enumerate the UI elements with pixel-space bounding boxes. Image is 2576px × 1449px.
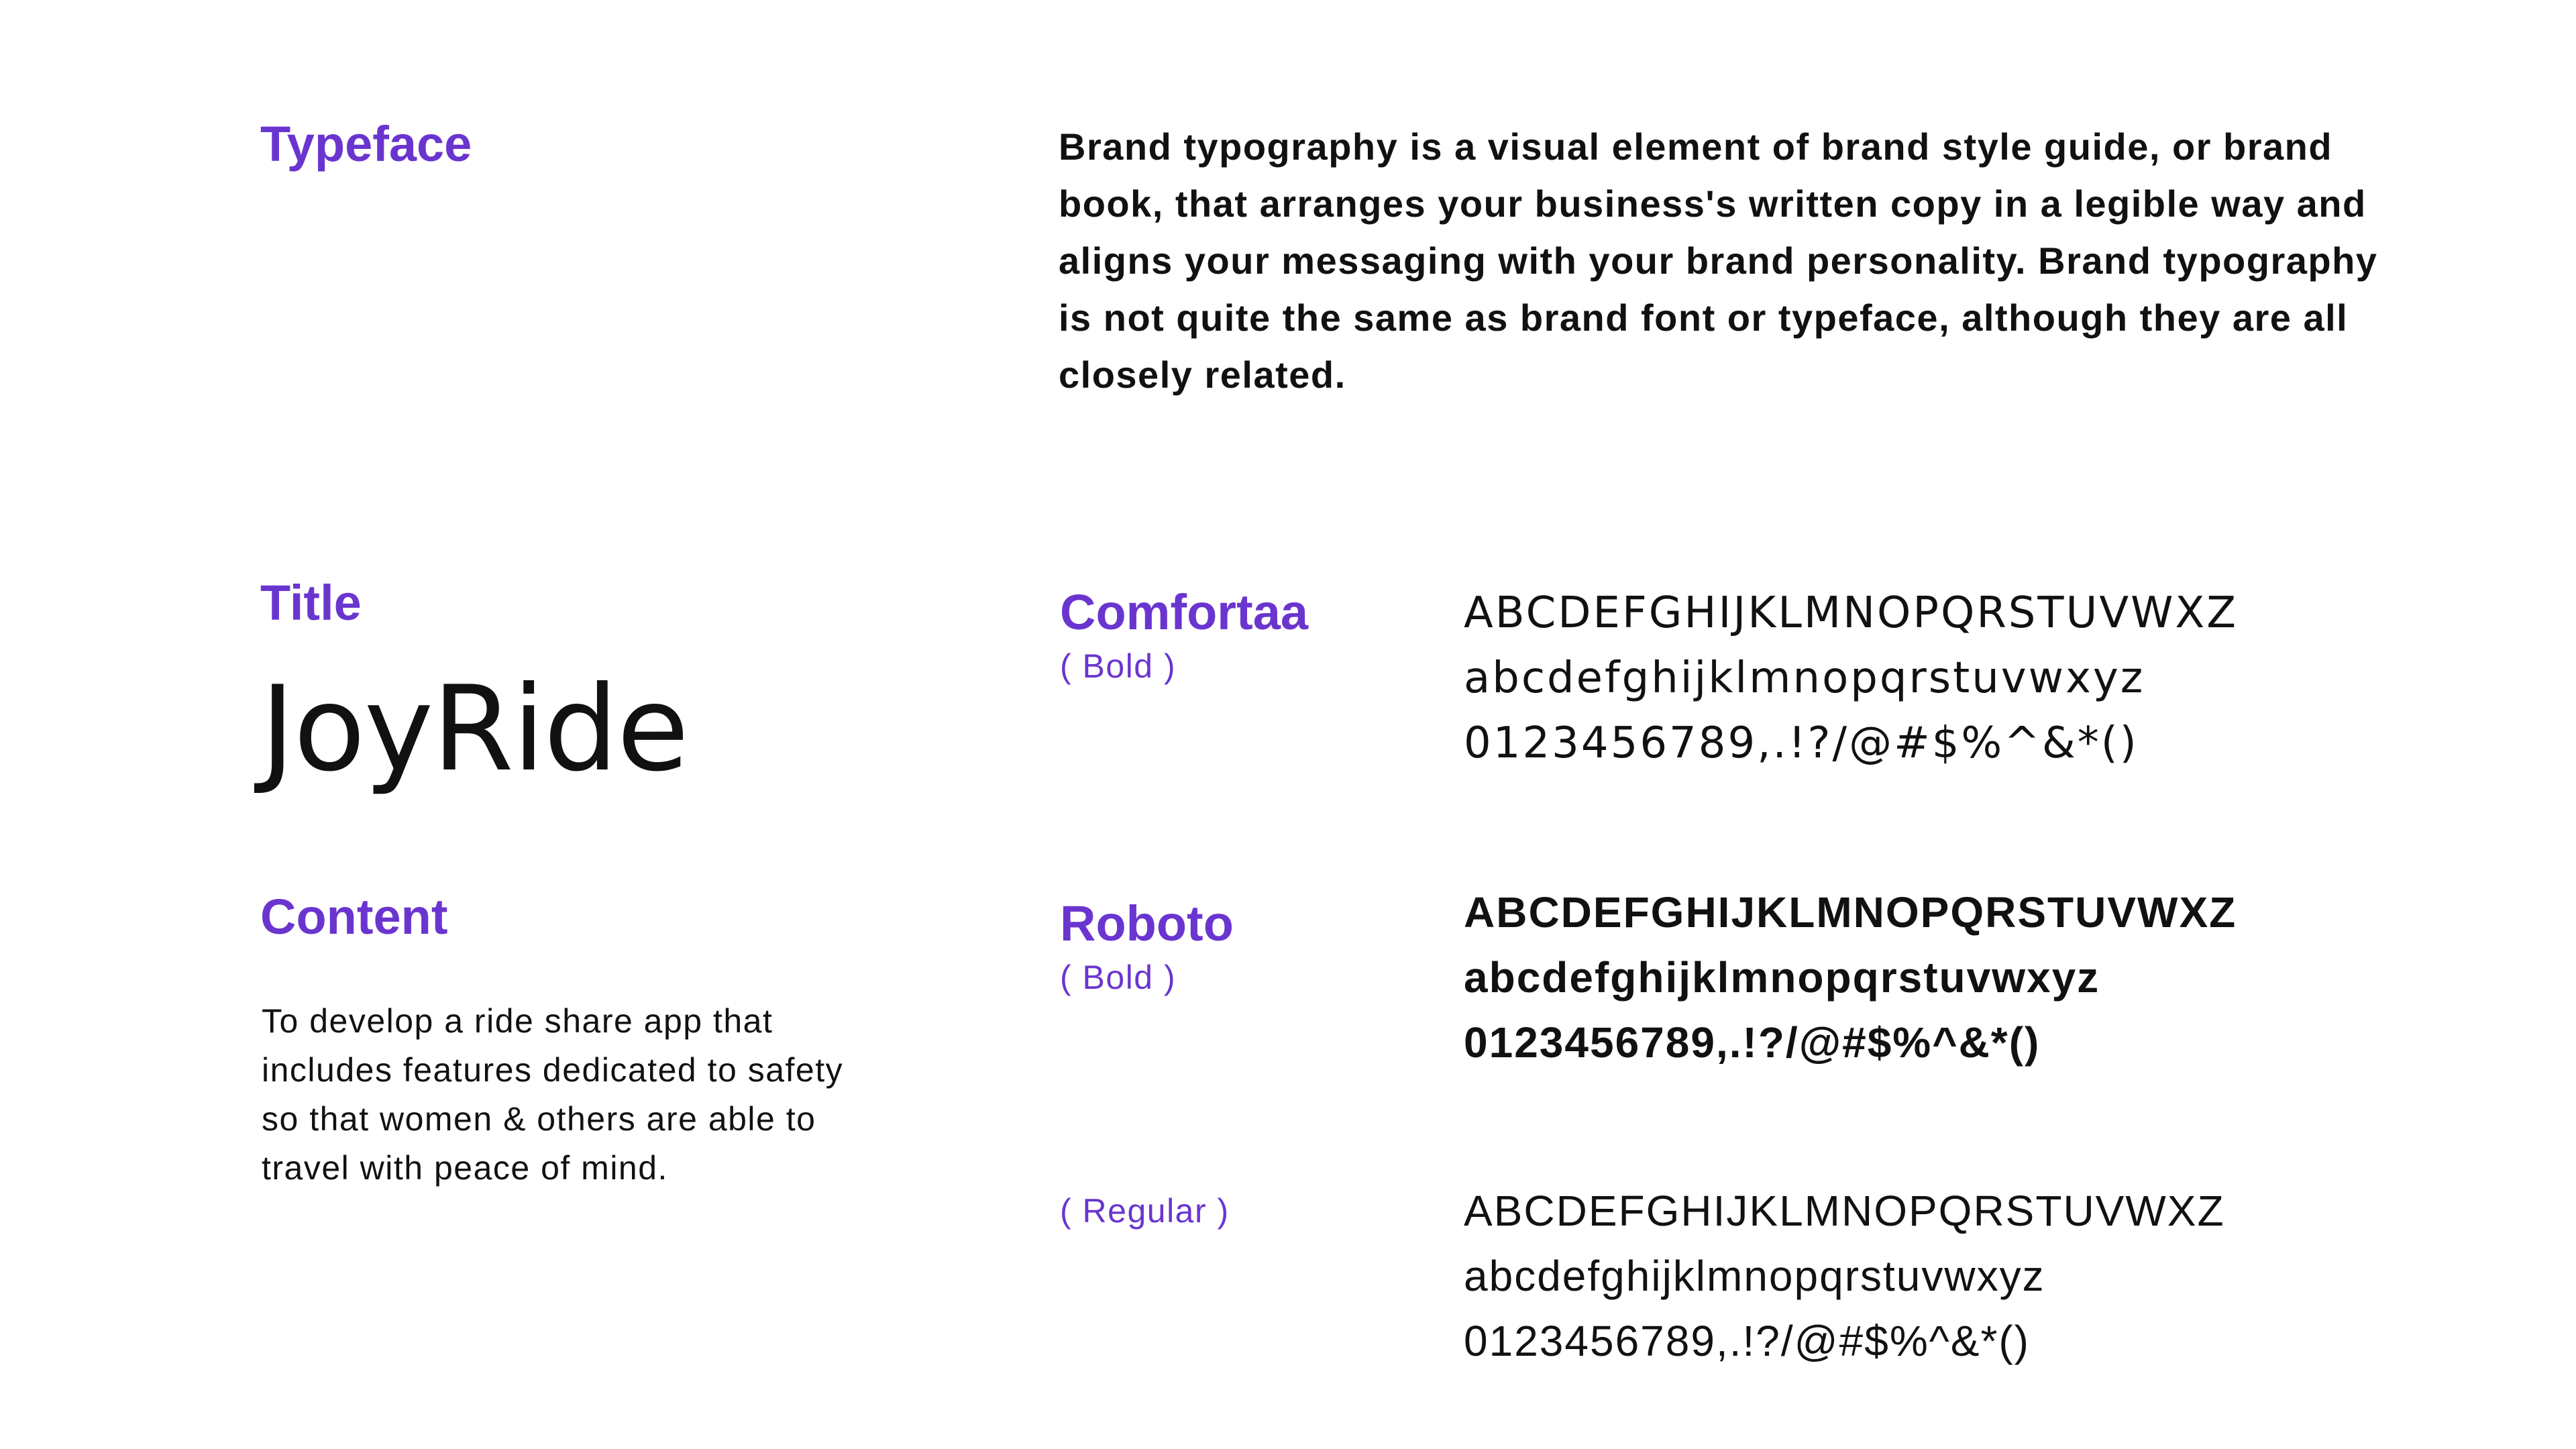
glyph-uppercase: ABCDEFGHIJKLMNOPQRSTUVWXZ [1464, 1187, 2225, 1235]
glyph-symbols: 0123456789,.!?/@#$%^&*() [1464, 718, 2139, 768]
typeface-heading: Typeface [260, 116, 472, 172]
typeface-description: Brand typography is a visual element of brand style guide, or brand book, that arranges your business's written copy in a legible way and aligns your messaging with your brand personality. Brand typography is not quite the same as brand font or typeface, although they are all closely related. [1059, 125, 2378, 396]
content-heading: Content [260, 889, 448, 945]
glyph-sample-roboto-regular [1464, 1179, 2225, 1374]
brand-name: JoyRide [260, 661, 688, 798]
glyph-uppercase: ABCDEFGHIJKLMNOPQRSTUVWXZ [1464, 888, 2237, 936]
font-weight-roboto-bold: ( Bold ) [1060, 959, 1177, 996]
glyph-lowercase: abcdefghijklmnopqrstuvwxyz [1464, 653, 2145, 703]
title-heading: Title [260, 575, 362, 631]
glyph-uppercase: ABCDEFGHIJKLMNOPQRSTUVWXZ [1464, 588, 2239, 638]
glyph-sample-roboto-bold [1464, 880, 2237, 1075]
glyph-sample-comfortaa [1464, 581, 2238, 776]
font-name-comfortaa: Comfortaa [1060, 584, 1309, 640]
font-name-roboto: Roboto [1060, 896, 1234, 951]
glyph-lowercase: abcdefghijklmnopqrstuvwxyz [1464, 953, 2100, 1002]
glyph-symbols: 0123456789,.!?/@#$%^&*() [1464, 1018, 2041, 1067]
font-weight-roboto-regular: ( Regular ) [1060, 1192, 1230, 1230]
glyph-lowercase: abcdefghijklmnopqrstuvwxyz [1464, 1252, 2045, 1300]
font-weight-comfortaa: ( Bold ) [1060, 647, 1177, 685]
content-text: To develop a ride share app that includes features dedicated to safety so that women & others are able to travel with peace of mind. [262, 1002, 844, 1187]
glyph-symbols: 0123456789,.!?/@#$%^&*() [1464, 1317, 2030, 1365]
